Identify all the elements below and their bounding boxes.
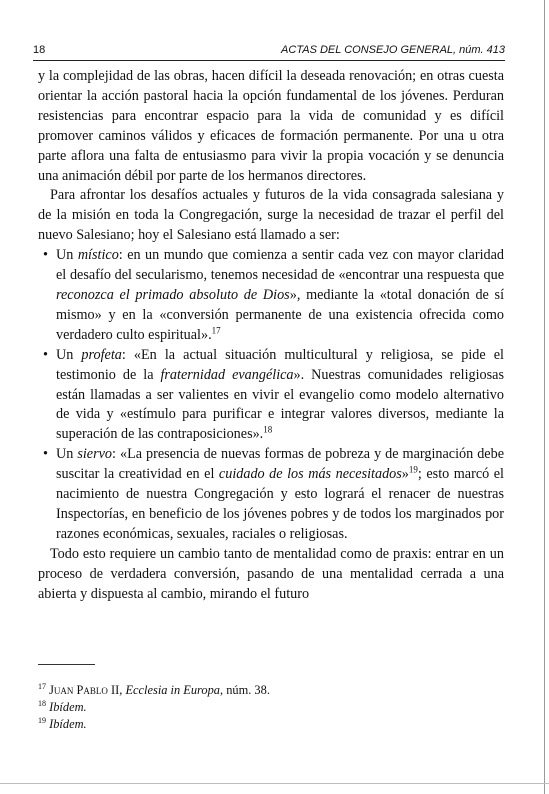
list-item-mystic: [38, 246, 504, 346]
footnote-number: 19: [38, 715, 46, 725]
footnotes: [38, 682, 504, 733]
text: : en un mundo que comienza a sentir cada vez con mayor claridad el desafío del secularismo, tenemos necesidad de «encontrar una respuesta que: [56, 247, 504, 284]
text: : «En la actual situación multicultural y religiosa, se pide el testimonio de la: [56, 346, 505, 383]
footnote-number: 18: [38, 698, 46, 708]
footnote-title: Ibídem.: [49, 700, 87, 714]
term-mystic: místico: [77, 247, 119, 264]
term-servant: siervo: [77, 446, 113, 463]
footnote-17: $^{17}$ Juan Pablo II, Ecclesia in Europa, núm. 38.: [38, 681, 270, 697]
paragraph-1: y la complejidad de las obras, hacen difícil la deseada renovación; en otras cuesta orientar la acción pastoral hacia la opción fundamental de los jóvenes. Perduran resistencias para encontrar espacio para la vida de comunidad y es difícil promover caminos válidos y eficaces de formación permanente. Por una u otra parte aflora una falta de entusiasmo para vivir la propia vocación y se denuncia una animación débil por parte de los hermanos directores.: [38, 68, 504, 184]
footnote-title: Ibídem.: [49, 717, 87, 731]
footnote-ref-17[interactable]: 17: [211, 325, 221, 336]
emphasis: reconozca el primado absoluto de Dios: [56, 286, 290, 303]
footnote-ref-19[interactable]: 19: [408, 464, 418, 475]
list-item-servant: [38, 445, 504, 545]
footnote-number: 17: [38, 681, 46, 691]
term-prophet: profeta: [81, 346, 122, 363]
paragraph-2: Para afrontar los desafíos actuales y futuros de la vida consagrada salesiana y de la misión en toda la Congregación, surge la necesidad de trazar el perfil del nuevo Salesiano; hoy el Salesiano está llamado a ser:: [38, 187, 504, 244]
text: ; esto marcó el nacimiento de nuestra Congregación y esto logrará el renacer de nuestras Inspectorías, en beneficio de los jóvenes pobres y de todos los marginados por razones económicas, sexuales, raciales o religiosas.: [56, 466, 504, 542]
text: », mediante la «total donación de sí mismo» y en la «conversión permanente de una existencia ofrecida como verdadero culto espiritual».: [56, 286, 505, 343]
page-edge-bottom: [0, 783, 549, 784]
profile-list: [38, 246, 504, 545]
text: ». Nuestras comunidades religiosas están llamadas a ser valientes en vivir el evangelio como modelo alternativo de vida y «estímulo para purificar e integrar valores diversos, mediante la superación de las contraposiciones».: [56, 366, 504, 443]
text: Un: [56, 247, 78, 264]
footnote-19: [38, 716, 504, 733]
emphasis: fraternidad evangélica: [160, 366, 294, 383]
footnote-author: Juan Pablo II: [49, 683, 120, 697]
footnote-ref-18[interactable]: 18: [263, 424, 273, 435]
running-header: [33, 44, 505, 61]
page-edge: [544, 0, 545, 794]
text: Un: [56, 446, 78, 463]
text: : «La presencia de nuevas formas de pobreza y de marginación debe suscitar la creatividad en el: [56, 446, 504, 483]
footnote-rest: núm. 38.: [223, 683, 270, 697]
running-title: ACTAS DEL CONSEJO GENERAL, núm. 413: [281, 44, 505, 56]
list-item-prophet: [38, 346, 504, 446]
text: »: [401, 466, 409, 483]
footnote-divider: [38, 664, 95, 665]
paragraph-3: Todo esto requiere un cambio tanto de mentalidad como de praxis: entrar en un proceso de verdadera conversión, pasando de una mentalidad cerrada a una abierta y dispuesta al cambio, mirando el futuro: [38, 545, 504, 602]
footnote-title: Ecclesia in Europa,: [125, 683, 224, 697]
footnote-18: [38, 699, 504, 716]
page-number: 18: [33, 44, 46, 56]
text: Un: [56, 346, 82, 363]
body-text: [38, 67, 504, 604]
emphasis: cuidado de los más necesitados: [218, 466, 402, 483]
